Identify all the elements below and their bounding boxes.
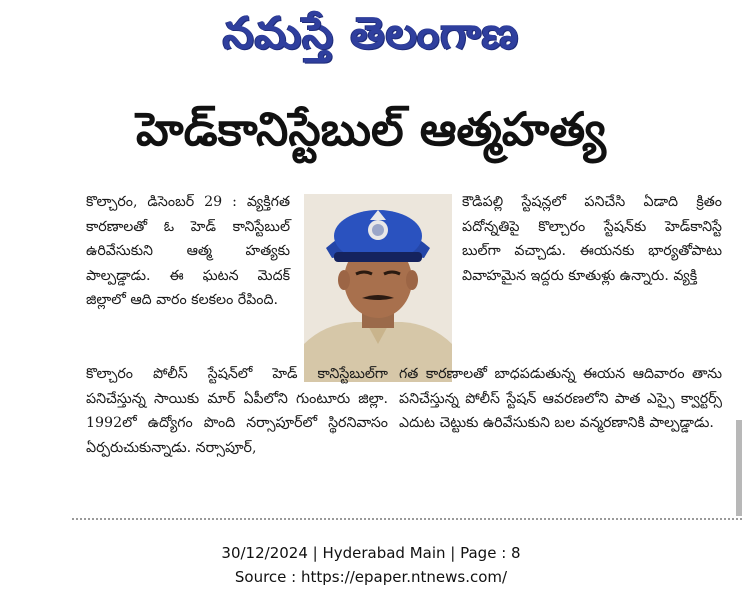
portrait-image (304, 194, 452, 382)
masthead-title: నమస్తే తెలంగాణ (222, 8, 520, 59)
page-edge-mark (736, 420, 742, 516)
paragraph-left-top: కొల్చారం, డిసెంబర్ 29 : వ్యక్తిగత కారణాలతో ఓ హెడ్ కానిస్టేబుల్ ఉరివేసుకుని ఆత్మ హత్యకు పాల్పడ్డాడు. ఈ ఘటన మెదక్ జిల్లాలో ఆది వారం కలకలం రేపింది. (86, 194, 290, 308)
dotted-divider (72, 518, 742, 520)
article-column-left-bottom (86, 362, 388, 460)
paragraph-left-bottom: కొల్చారం పోలీస్ స్టేషన్‌లో హెడ్ కానిస్టేబుల్‌గా పనిచేస్తున్న సాయికు మార్ ఏపీలోని గుంటూరు జిల్లా. 1992లో ఉద్యోగం పొంది నర్సాపూర్‌లో స్థిరనివాసం ఏర్పరుచుకున్నాడు. నర్సాపూర్, (86, 366, 388, 456)
article-column-right-top (462, 190, 722, 288)
article-headline (0, 96, 742, 174)
headline-text: హెడ్‌కానిస్టేబుల్ ఆత్మహత్య (136, 102, 606, 156)
newspaper-masthead (0, 6, 742, 72)
paragraph-right-top: కౌడిపల్లి స్టేషన్లలో పనిచేసి ఏడాది క్రితం పదోన్నతిపై కొల్చారం స్టేషన్‌కు హెడ్‌కానిస్టే బుల్‌గా వచ్చాడు. ఈయనకు భార్యతోపాటు వివాహమైన ఇద్దరు కూతుళ్లు ఉన్నారు. వ్యక్తి (462, 194, 722, 284)
constable-photo (304, 194, 452, 382)
footer-source: Source : https://epaper.ntnews.com/ (234, 568, 508, 586)
footer-edition-info: 30/12/2024 | Hyderabad Main | Page : 8 (221, 544, 521, 562)
article-column-right-bottom (399, 362, 722, 436)
article-column-left-top (86, 190, 290, 313)
paragraph-right-bottom: గత కారణాలతో బాధపడుతున్న ఈయన ఆదివారం తాను పనిచేస్తున్న పోలీస్ స్టేషన్ ఆవరణలోని పాత ఎస్సై క్వార్టర్స్ ఎదుట చెట్టుకు ఉరివేసుకుని బల వన్మరణానికి పాల్పడ్డాడు. (399, 366, 722, 431)
